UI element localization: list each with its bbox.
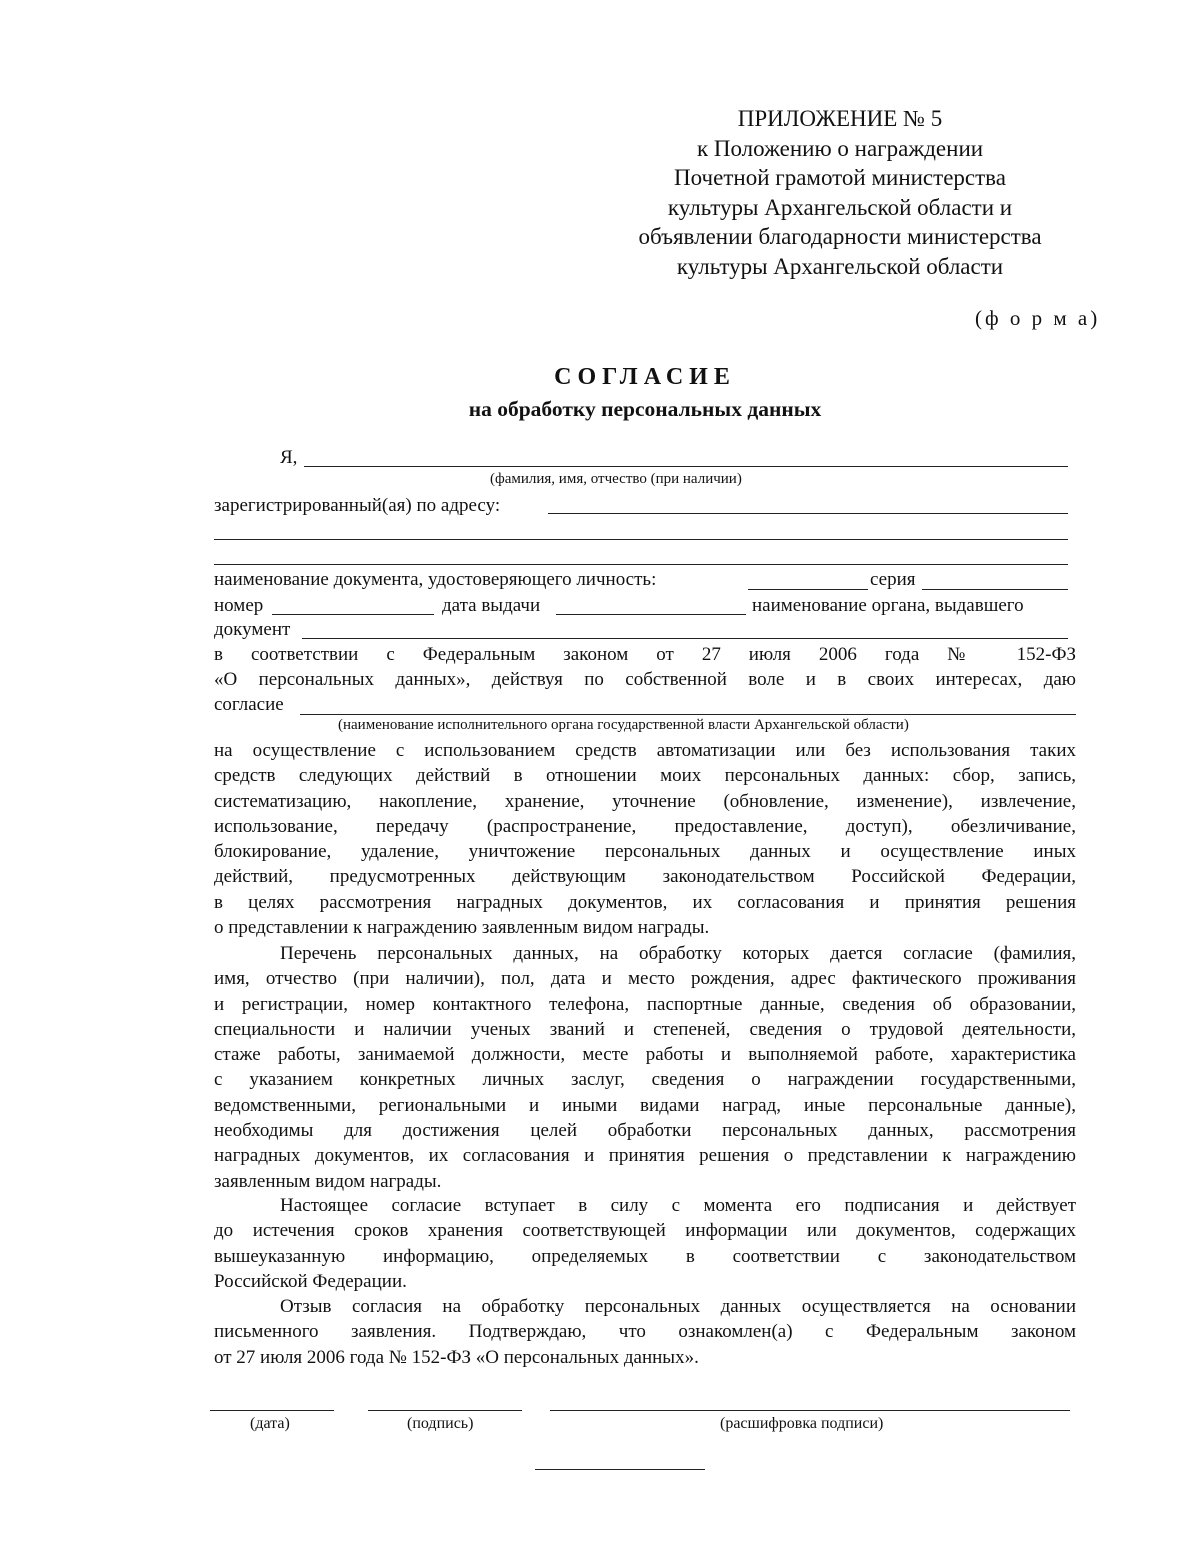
text-line: до истечения сроков хранения соответствующей информации или документов, содержащих [214,1220,1076,1242]
appendix-line: Почетной грамотой министерства [674,165,1006,190]
address-field[interactable] [548,513,1068,514]
appendix-line: к Положению о награждении [696,135,984,161]
text-line: ведомственными, региональными и иными видами наград, иные персональные данные), [214,1094,1076,1116]
text-line: использование, передачу (распространение, предоставление, доступ), обезличивание, [214,815,1076,837]
closing-rule [535,1469,705,1470]
form-label: (ф о р м а) [975,306,1101,330]
text-line: систематизацию, накопление, хранение, уточнение (обновление, изменение), извлечение, [214,790,1076,812]
organ-field[interactable] [300,714,1076,715]
document-label: документ [214,619,291,640]
text-line: блокирование, удаление, уничтожение персональных данных и осуществление иных [214,841,1076,863]
text-line: специальности и наличии ученых званий и степеней, сведения о трудовой деятельности, [214,1018,1076,1040]
text-line: действий, предусмотренных действующим законодательством Российской Федерации, [214,866,1076,888]
text-line: наградных документов, их согласования и принятия решения о представлении к награждению [214,1145,1076,1167]
address-field-line-2[interactable] [214,539,1068,540]
text-line: вышеуказанную информацию, определяемых в соответствии с законодательством [214,1245,1076,1267]
doc-name-label: наименование документа, удостоверяющего личность: [214,569,657,590]
paragraph-validity [214,1193,1076,1294]
organ-caption: (наименование исполнительного органа государственной власти Архангельской области) [338,717,909,733]
signature-decoding-field[interactable] [550,1410,1070,1411]
text-line: заявленным видом награды. [214,1170,442,1192]
series-label: серия [870,569,916,590]
text-line: стаже работы, занимаемой должности, месте работы и выполняемой работе, характеристика [214,1044,1076,1066]
signature-field[interactable] [368,1410,522,1411]
address-field-line-3[interactable] [214,564,1068,565]
paragraph-actions [214,738,1076,940]
text-line: необходимы для достижения целей обработки персональных данных, рассмотрения [214,1120,1076,1142]
address-label: зарегистрированный(ая) по адресу: [214,495,501,516]
paragraph-data-list [214,941,1076,1194]
text-line: на осуществление с использованием средств автоматизации или без использования таких [214,740,1076,761]
fio-field[interactable] [304,466,1068,467]
text-line: с указанием конкретных личных заслуг, сведения о награждении государственными, [214,1069,1076,1091]
issuer-label: наименование органа, выдавшего [752,595,1024,616]
text-line: от 27 июля 2006 года № 152-ФЗ «О персональных данных». [214,1346,699,1368]
signature-caption: (подпись) [407,1415,474,1432]
issue-date-field[interactable] [556,614,746,615]
doc-name-field[interactable] [748,589,868,590]
fio-caption: (фамилия, имя, отчество (при наличии) [490,471,742,487]
number-field[interactable] [272,614,434,615]
issuer-field[interactable] [302,638,1068,639]
appendix-line: культуры Архангельской области и [667,194,1013,220]
law-paragraph [214,642,1076,693]
consent-label: согласие [214,694,284,715]
series-field[interactable] [922,589,1068,590]
i-label: Я, [280,447,298,468]
text-line: и регистрации, номер контактного телефона, паспортные данные, сведения об образовании, [214,993,1076,1015]
document-title: СОГЛАСИЕ [554,364,736,390]
appendix-header [600,104,1080,281]
number-label: номер [214,595,264,616]
appendix-line: культуры Архангельской области [676,253,1004,279]
text-line: в соответствии с Федеральным законом от 27 июля 2006 года № 152-ФЗ [214,644,1076,665]
text-line: Отзыв согласия на обработку персональных данных осуществляется на основании [280,1296,1076,1317]
text-line: Настоящее согласие вступает в силу с момента его подписания и действует [280,1195,1076,1216]
text-line: Перечень персональных данных, на обработку которых дается согласие (фамилия, [280,943,1076,964]
appendix-line: ПРИЛОЖЕНИЕ № 5 [737,106,943,131]
text-line: Российской Федерации. [214,1270,407,1292]
document-subtitle: на обработку персональных данных [468,397,822,421]
text-line: «О персональных данных», действуя по собственной воле и в своих интересах, даю [214,669,1076,691]
paragraph-revocation [214,1294,1076,1370]
text-line: о представлении к награждению заявленным видом награды. [214,917,710,939]
appendix-line: объявлении благодарности министерства [638,224,1042,249]
text-line: средств следующих действий в отношении моих персональных данных: сбор, запись, [214,765,1076,787]
date-caption: (дата) [250,1415,290,1432]
text-line: имя, отчество (при наличии), пол, дата и место рождения, адрес фактического проживания [214,968,1076,990]
decoding-caption: (расшифровка подписи) [720,1415,884,1432]
issue-date-label: дата выдачи [442,595,541,616]
date-field[interactable] [210,1410,334,1411]
text-line: в целях рассмотрения наградных документов, их согласования и принятия решения [214,891,1076,913]
text-line: письменного заявления. Подтверждаю, что ознакомлен(а) с Федеральным законом [214,1321,1076,1343]
